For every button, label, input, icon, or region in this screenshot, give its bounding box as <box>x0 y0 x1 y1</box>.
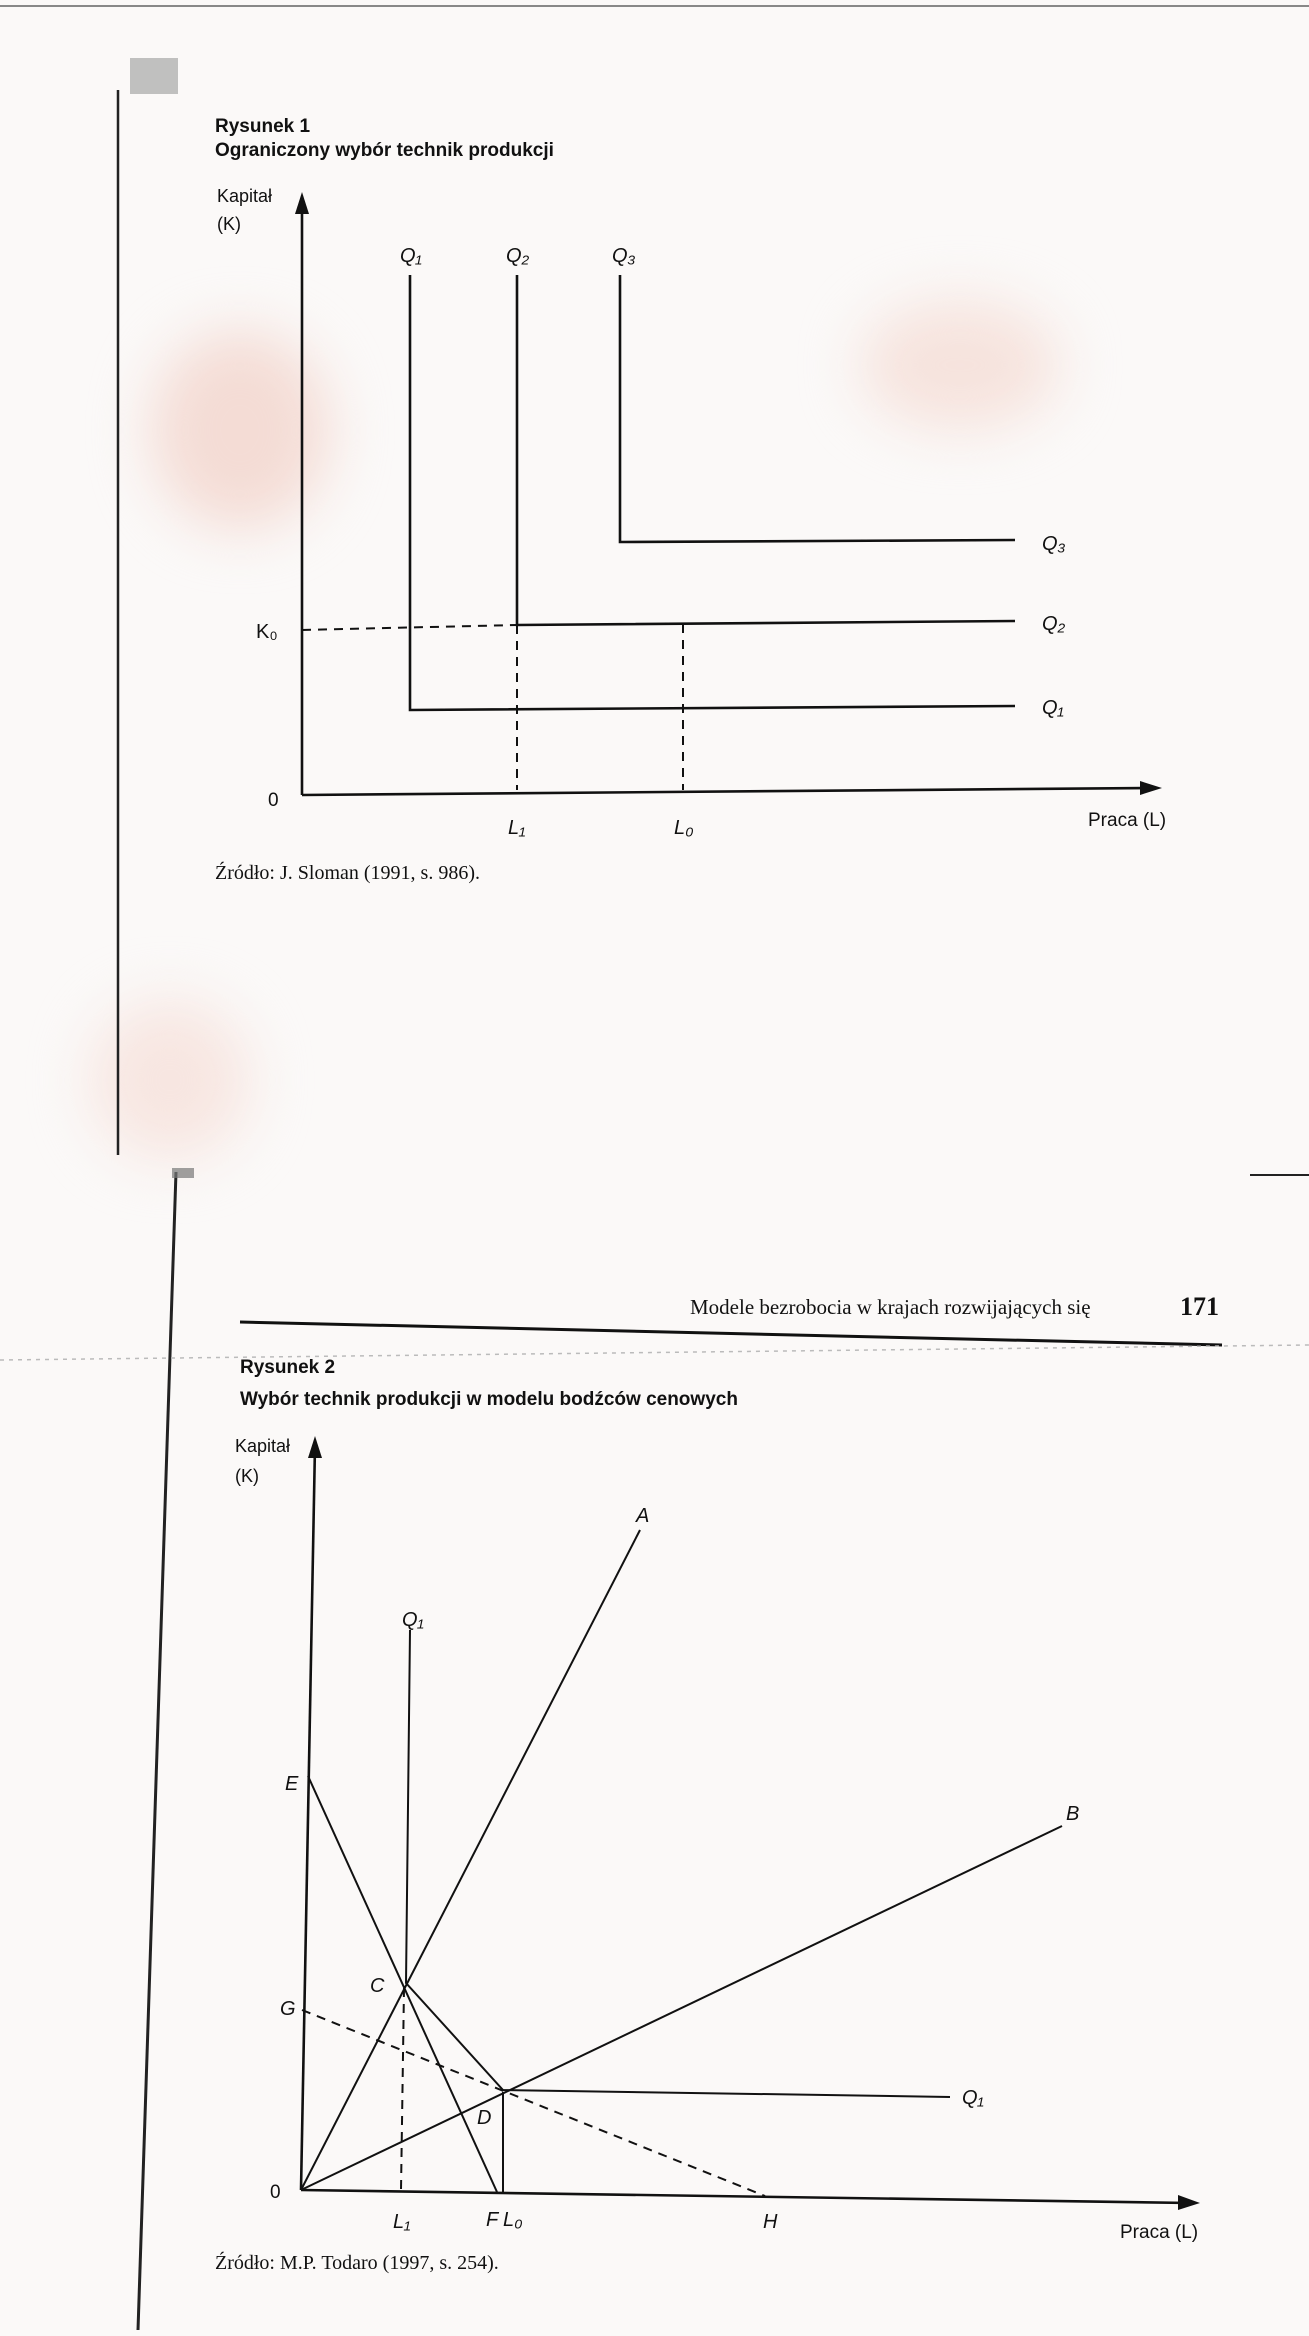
fig1-y-symbol: (K) <box>217 214 241 234</box>
fig1-l0-label: L₀ <box>674 817 694 839</box>
figure1-title: Ograniczony wybór technik produkcji <box>215 140 554 161</box>
figure1-heading: Rysunek 1 <box>215 116 311 137</box>
fig1-x-label: Praca (L) <box>1088 810 1167 831</box>
fig2-ray-0B <box>301 1826 1062 2190</box>
fig2-y-label: Kapitał <box>235 1436 291 1456</box>
fig2-price-line-GH <box>302 2010 765 2196</box>
fig2-point-a: A <box>636 1505 650 1527</box>
fig2-isoquant-q1 <box>406 1630 950 2097</box>
fig1-q1-right-label: Q₁ <box>1042 697 1064 719</box>
fig2-y-symbol: (K) <box>235 1466 259 1486</box>
figure2-title: Wybór technik produkcji w modelu bodźców cenowych <box>240 1389 738 1410</box>
fig1-q2-right-label: Q₂ <box>1042 613 1066 635</box>
fig1-l1-label: L₁ <box>508 817 526 839</box>
fig2-point-c: C <box>370 1975 385 1997</box>
fig2-x-label: Praca (L) <box>1120 2222 1199 2243</box>
fig2-q1-right-label: Q₁ <box>962 2087 984 2109</box>
fig2-q1-top-label: Q₁ <box>402 1609 424 1631</box>
page-number: 171 <box>1180 1292 1219 1321</box>
fig2-x-arrow <box>1178 2195 1200 2210</box>
fig2-l1-label: L₁ <box>393 2211 411 2233</box>
fig2-point-g: G <box>280 1998 296 2020</box>
fig1-q2-top-label: Q₂ <box>506 245 530 267</box>
fig1-origin: 0 <box>268 790 279 811</box>
fig2-point-f: F <box>486 2209 499 2231</box>
fig1-q1-top-label: Q₁ <box>400 245 422 267</box>
figure2-heading: Rysunek 2 <box>240 1357 336 1378</box>
fig2-point-d: D <box>477 2107 492 2129</box>
fig2-point-e: E <box>285 1773 299 1795</box>
figure2-source: Źródło: M.P. Todaro (1997, s. 254). <box>215 2252 499 2274</box>
fig1-q3-top-label: Q₃ <box>612 245 636 267</box>
figure1-source: Źródło: J. Sloman (1991, s. 986). <box>215 862 480 884</box>
fig2-price-line-EF <box>308 1776 497 2192</box>
running-title: Modele bezrobocia w krajach rozwijających się <box>690 1295 1091 1319</box>
fig2-l0-label: L₀ <box>503 2209 523 2231</box>
fig1-y-label: Kapitał <box>217 186 273 206</box>
fig1-k0-label: K₀ <box>256 621 278 643</box>
fig2-y-axis <box>301 1445 315 2190</box>
fig2-point-b: B <box>1066 1803 1080 1825</box>
fig2-x-axis <box>301 2190 1190 2203</box>
fig2-y-arrow <box>308 1436 322 1458</box>
fig2-point-h: H <box>763 2211 778 2233</box>
fig2-l1-guide <box>401 1988 404 2190</box>
fig1-q3-right-label: Q₃ <box>1042 533 1066 555</box>
fig2-origin: 0 <box>270 2182 281 2203</box>
